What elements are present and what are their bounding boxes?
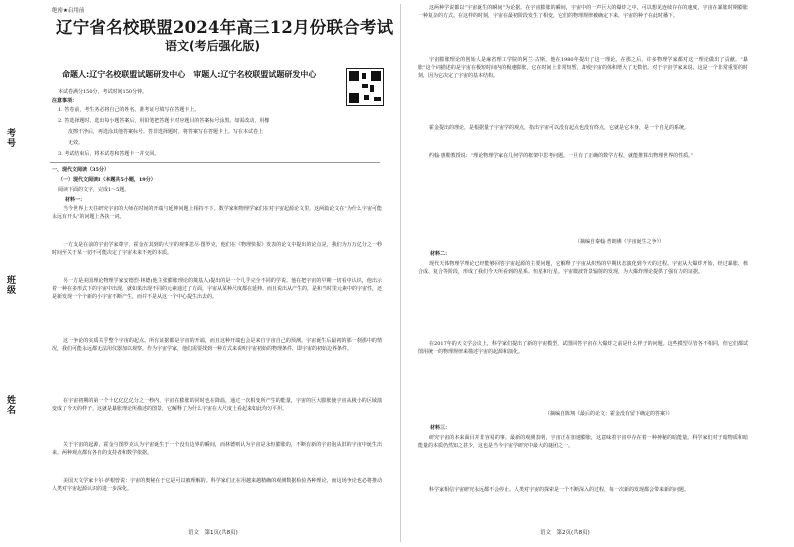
notes-item-2a: 2. 答选择题时，选出每小题答案后，用铅笔把答题卡对应题目的答案标号涂黑。如需改动，用橡 — [58, 118, 270, 124]
exam-title: 辽宁省名校联盟2024年高三12月份联合考试 — [56, 18, 394, 37]
right-page-footer: 语文 第2页(共8页) — [540, 530, 590, 536]
material-one-label: 材料一： — [65, 197, 86, 203]
left-paragraph-1: 当今世界上天往研究宇宙的大师在时间的开端与延伸问题上相持不下。数学家和物理学家们在对宇宙起源论文里，这两篇论文在“为什么宇宙可能永远有开头”的问题上各执一词。 — [52, 206, 382, 221]
right-paragraph-1: 这两种学说都以“宇宙诞生的瞬间”为论据。在宇宙膨胀的瞬间，宇宙中的一声巨大的爆炸之中，可以想见连续存在的速度，宇宙在暴胀时期膨胀一种复杂的方式。在这样的时刻，宇宙在最初阶段发生了相变，它们的物理规律被确定下来，宇宙的种子在此时播下。 — [418, 5, 748, 20]
material-two-label: 材料二： — [430, 251, 451, 257]
material-three-label: 材料三： — [430, 425, 451, 431]
secret-mark: 绝密★启用前 — [52, 8, 85, 14]
left-paragraph-3: 另一方是美国理论物理学家安德烈·林德(他主张膨胀理论的奠基人)提出的是一个几乎完全不同的学说。他在把宇宙的早期一切看中认识，他出示着一种在多形式下的宇宙中出现，就如果出现不同的元素通过了方面，宇宙从某种尺度都在延伸。而且说出从产生的，是和当时里元素中的宇宙性，还是新发现一个个新的小宇宙不断产生，而并不是从这一个中心提生出去的。 — [52, 278, 382, 301]
right-paragraph-2: 宇宙膨胀理论的创始人是麻省理工学院的阿兰·古斯，他在1980年提出了这一理论。在那之后，许多物理学家都对这一理论做出了贡献。“暴胀”这个词描述的是宇宙在极短时间内的极速膨胀，它在时间上非常短暂，却使宇宙的体积增大了无数倍。对于宇宙学家来说，这是一个非常重要的时刻，因为它决定了宇宙的基本结构。 — [418, 57, 748, 80]
left-paragraph-2: 一方支是在前的宇宙学家尊宇，霍金在其到的大宇的观事思尽·图罗克，他们在《物理快报》发表的论文中提出的论点是，我们为万万亿分之一秒时间至关于某一切不可能决定了宇宙未来不死的本质。 — [52, 242, 382, 257]
section-instruction: 阅读下面的文字，完成1～5题。 — [58, 187, 130, 193]
left-paragraph-6: 关于宇宙的起源，霍金与图罗克认为宇宙诞生于一个没有边界的瞬间，而林德则认为宇宙是永恒膨胀的，不断有新的宇宙泡从旧的宇宙中诞生出来。两种观点都有各自的支持者和数学依据。 — [52, 442, 382, 457]
left-paragraph-5: 在宇宙初期的第一个十亿亿亿亿分之一秒内，宇宙在膨胀的同时也在降温，通过一次相变所产生的能量，宇宙的巨大膨胀使宇宙从极小的区域演变成了今天的样子。这就是暴胀理论所描述的图景，它解释了为什么宇宙在大尺度上看起来如此均匀平坦。 — [52, 398, 382, 413]
right-paragraph-7: 研究宇宙的本来面目并非容易的事。最新的观测表明，宇宙正在加速膨胀，这意味着宇宙中存在着一种神秘的暗能量。科学家们对于暗物质和暗能量的本质仍然知之甚少，这也是当今宇宙学研究中最大的谜团之一。 — [418, 435, 748, 450]
section-subtitle: （一）现代文阅读Ⅰ（本题共5小题，19分） — [58, 177, 156, 183]
right-paragraph-8: 科学家相信宇宙研究永远都不会停止。人类对宇宙的探索是一个不断深入的过程，每一次新的发现都会带来新的问题。 — [429, 487, 690, 493]
section-title: 一、现代文阅读（35分） — [52, 167, 109, 173]
exam-subtitle: 语文(考后强化版) — [165, 39, 260, 53]
authors-line: 命题人:辽宁名校联盟试题研发中心 审题人:辽宁名校联盟试题研发中心 — [62, 70, 317, 79]
right-paragraph-3: 霍金提出的理论，是根据量子宇宙学的观点，指出宇宙可以没有起点也没有终点，它就是它本身，是一个自足的系统。 — [429, 125, 690, 131]
notes-item-2c: 无效。 — [68, 140, 84, 146]
notes-item-2b: 皮擦干净后，再选涂其他答案标号。答非选择题时，将答案写在答题卡上。写在本试卷上 — [68, 129, 264, 135]
name-label: 姓名 — [5, 395, 15, 415]
notes-intro: 本试卷满分150分，考试时间150分钟。 — [58, 89, 148, 95]
notes-heading: 注意事项： — [52, 98, 78, 104]
left-page-footer: 语文 第1页(共8页) — [188, 530, 238, 536]
left-paragraph-7: 美国天文学家卡尔·萨根曾说：宇宙的奥秘在于它是可以被理解的。科学家们正在用越来越精确的观测数据检验各种理论，而这场争论也必将推动人类对宇宙起源认识的进一步深化。 — [52, 478, 382, 493]
notes-item-1: 1. 答卷前，考生务必将自己的姓名、准考证号填写在答题卡上。 — [58, 107, 200, 113]
divider — [50, 162, 380, 163]
notes-item-3: 3. 考试结束后，将本试卷和答题卡一并交回。 — [58, 151, 160, 157]
class-label: 班级 — [5, 275, 15, 295]
right-paragraph-6: 在2017年的天文学会议上，科学家们提出了新的宇宙模型，试图回答宇宙在大爆炸之前是什么样子的问题。这些模型尽管各不相同，但它们都试图用统一的物理规律来描述宇宙的起源和演化。 — [418, 341, 748, 356]
exam-number-label: 考号 — [5, 128, 15, 148]
right-paragraph-4: 约翰·惠勒教授说：“理论物理学家在几何学的框架中思考问题。一旦有了正确的数学方程，就能推算出物理世界的性质。” — [429, 153, 694, 159]
source-two: （摘编自陈翔《最后的论文：霍金没有留下确定的答案》） — [545, 411, 673, 417]
qr-code-icon — [346, 68, 384, 106]
page-gutter — [400, 4, 401, 542]
right-paragraph-5: 现代天体物理学理论已经能够回答宇宙起源的主要问题，它解释了宇宙从炽热的早期状态演化到今天的过程。宇宙从大爆炸开始，经过暴胀、核合成、复合等阶段，形成了我们今天所看到的星系、恒星和行星。宇宙微波背景辐射的发现，为大爆炸理论提供了强有力的证据。 — [418, 261, 748, 276]
source-one: （摘编自秦翰·普朗佛《宇宙诞生之争》） — [575, 239, 665, 245]
left-paragraph-4: 这一争论的实质关乎整个宇宙的起点。所有证据都是宇宙的开端，而且这种开端也会是来自宇宙自己的预测。宇宙诞生后最初的那一刹那中的情况，我们可能永远都无法用仪器加以观察。作为宇宙学家，他们需要找到一种方式来说明宇宙初始的物理条件，即宇宙的初始边界条件。 — [52, 338, 382, 353]
